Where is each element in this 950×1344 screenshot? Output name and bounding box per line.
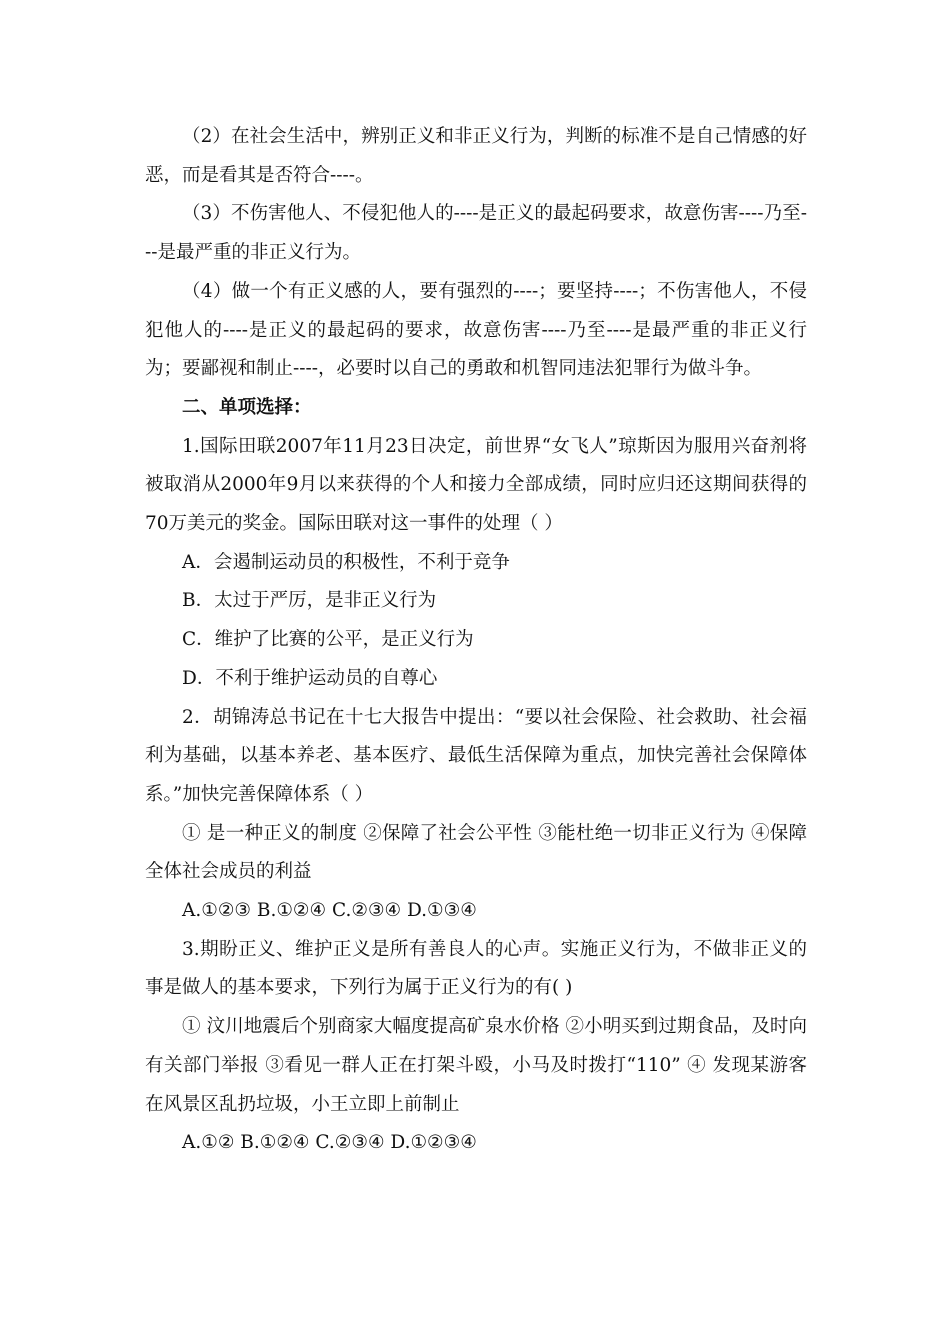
question-3-stem: 3.期盼正义、维护正义是所有善良人的心声。实施正义行为，不做非正义的事是做人的基本要求，下列行为属于正义行为的有( ) (145, 938, 807, 999)
question-3-statements: ① 汶川地震后个别商家大幅度提高矿泉水价格 ②小明买到过期食品，及时向有关部门举报 ③看见一群人正在打架斗殴，小马及时拨打“110” ④ 发现某游客在风景区乱扔垃圾，小王立即上前制止 (145, 1016, 807, 1115)
question-3-options: A.①② B.①②④ C.②③④ D.①②③④ (182, 1132, 477, 1154)
question-2-statements: ① 是一种正义的制度 ②保障了社会公平性 ③能杜绝一切非正义行为 ④保障全体社会成员的利益 (145, 822, 807, 883)
question-1-stem: 1.国际田联2007年11月23日决定，前世界“女飞人”琼斯因为服用兴奋剂将被取消从2000年9月以来获得的个人和接力全部成绩，同时应归还这期间获得的70万美元的奖金。国际田联对这一事件的处理（ ） (145, 435, 807, 535)
question-1-option-b: B．太过于严厉，是非正义行为 (182, 590, 437, 612)
section-heading: 二、单项选择： (182, 396, 312, 418)
fill-blank-item-4: （4）做一个有正义感的人，要有强烈的----；要坚持----；不伤害他人，不侵犯他人的----是正义的最起码的要求，故意伤害----乃至----是最严重的非正义行为；要鄙视和制止----，必要时以自己的勇敢和机智同违法犯罪行为做斗争。 (145, 280, 807, 380)
question-2-options: A.①②③ B.①②④ C.②③④ D.①③④ (182, 900, 477, 922)
question-1-option-c: C．维护了比赛的公平，是正义行为 (182, 629, 474, 651)
fill-blank-item-3: （3）不伤害他人、不侵犯他人的----是正义的最起码要求，故意伤害----乃至---是最严重的非正义行为。 (145, 203, 807, 264)
fill-blank-item-2: （2）在社会生活中，辨别正义和非正义行为，判断的标准不是自己情感的好恶，而是看其是否符合----。 (145, 126, 807, 186)
question-1-option-a: A．会遏制运动员的积极性，不利于竞争 (182, 551, 510, 573)
question-1-option-d: D．不利于维护运动员的自尊心 (182, 667, 438, 689)
question-2-stem: 2．胡锦涛总书记在十七大报告中提出：“要以社会保险、社会救助、社会福利为基础，以基本养老、基本医疗、最低生活保障为重点，加快完善社会保障体系。”加快完善保障体系（ ） (145, 706, 807, 805)
document-page (145, 118, 807, 1163)
